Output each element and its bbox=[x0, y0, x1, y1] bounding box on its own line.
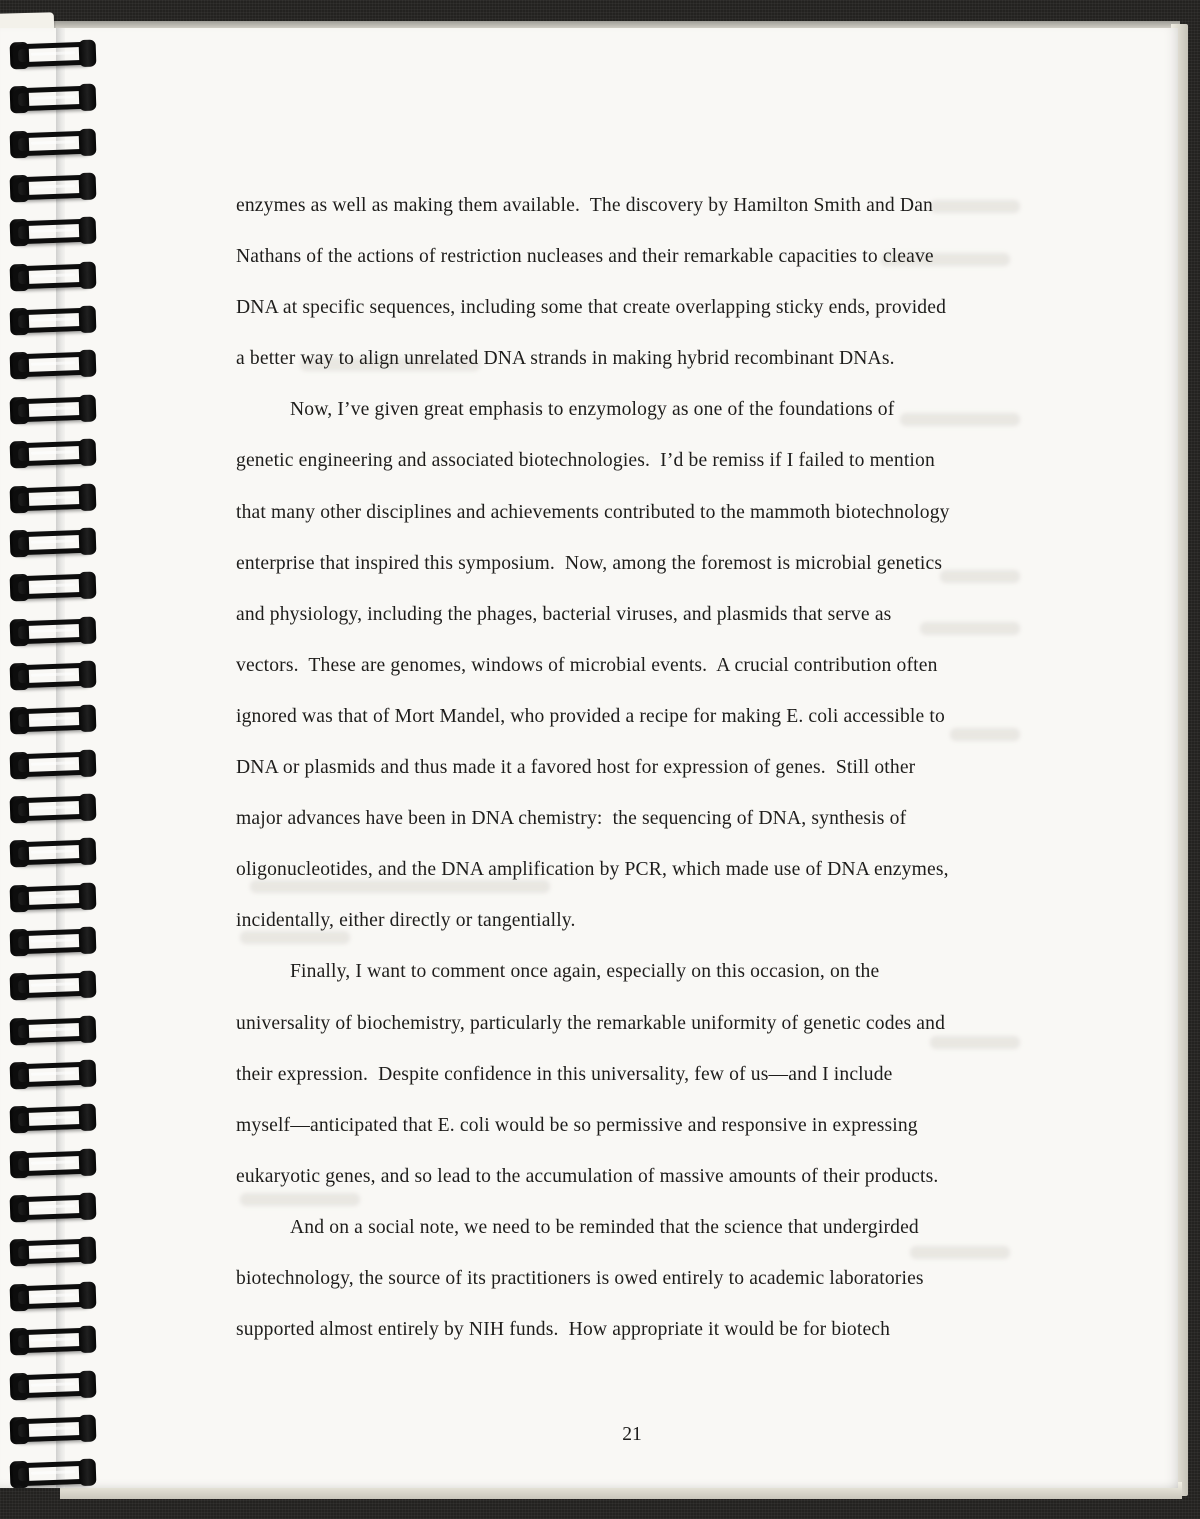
text-line: supported almost entirely by NIH funds. How appropriate it would be for biotech bbox=[236, 1319, 891, 1341]
text-line: incidentally, either directly or tangentially. bbox=[236, 910, 576, 932]
text-line: biotechnology, the source of its practitioners is owed entirely to academic laboratories bbox=[236, 1267, 924, 1289]
binding-coil bbox=[13, 840, 94, 866]
text-lines bbox=[236, 194, 1036, 1369]
text-line: eukaryotic genes, and so lead to the accumulation of massive amounts of their products. bbox=[236, 1165, 939, 1187]
text-line: And on a social note, we need to be reminded that the science that undergirded bbox=[290, 1216, 919, 1238]
scanned-page bbox=[0, 28, 1178, 1488]
binding-coil bbox=[13, 485, 94, 511]
text-line: that many other disciplines and achievements contributed to the mammoth biotechnology bbox=[236, 501, 950, 523]
binding-coil bbox=[13, 1372, 94, 1398]
text-line: enterprise that inspired this symposium. Now, among the foremost is microbial genetics bbox=[236, 552, 943, 574]
binding-coil bbox=[13, 441, 94, 467]
text-line: their expression. Despite confidence in this universality, few of us—and I include bbox=[236, 1063, 893, 1085]
text-line: enzymes as well as making them available. The discovery by Hamilton Smith and Dan bbox=[236, 195, 934, 216]
binding-coil bbox=[13, 1283, 94, 1309]
text-line: major advances have been in DNA chemistry: the sequencing of DNA, synthesis of bbox=[236, 808, 907, 830]
binding-coil bbox=[13, 1150, 94, 1176]
binding-coil bbox=[13, 796, 94, 822]
binding-coil bbox=[13, 663, 94, 689]
binding-coil bbox=[13, 263, 94, 289]
binding-coil bbox=[13, 219, 94, 245]
binding-coil bbox=[13, 1416, 94, 1442]
binding-coil bbox=[13, 1017, 94, 1043]
binding-coil bbox=[13, 574, 94, 600]
text-line: ignored was that of Mort Mandel, who provided a recipe for making E. coli accessible to bbox=[236, 705, 945, 727]
binding-coil bbox=[13, 396, 94, 422]
binding-coil bbox=[13, 884, 94, 910]
binding-coil bbox=[13, 1328, 94, 1354]
text-line: genetic engineering and associated biotechnologies. I’d be remiss if I failed to mention bbox=[236, 450, 935, 472]
binding-coil bbox=[13, 1239, 94, 1265]
binding-coil bbox=[13, 929, 94, 955]
text-line: Now, I’ve given great emphasis to enzymology as one of the foundations of bbox=[290, 399, 895, 421]
binding-coil bbox=[13, 130, 94, 156]
binding-coil bbox=[13, 1106, 94, 1132]
spiral-binding bbox=[0, 0, 120, 1519]
binding-coil bbox=[13, 751, 94, 777]
binding-coil bbox=[13, 973, 94, 999]
text-line: DNA or plasmids and thus made it a favored host for expression of genes. Still other bbox=[236, 757, 916, 779]
binding-coil bbox=[13, 1062, 94, 1088]
text-line: vectors. These are genomes, windows of microbial events. A crucial contribution often bbox=[236, 654, 938, 676]
text-line: universality of biochemistry, particularly the remarkable uniformity of genetic codes and bbox=[236, 1012, 946, 1034]
text-line: DNA at specific sequences, including some that create overlapping sticky ends, provided bbox=[236, 297, 947, 319]
binding-coil bbox=[13, 352, 94, 378]
binding-coil bbox=[13, 618, 94, 644]
page-number: 21 bbox=[622, 1424, 642, 1445]
text-line: a better way to align unrelated DNA strands in making hybrid recombinant DNAs. bbox=[236, 348, 895, 370]
text-line: and physiology, including the phages, bacterial viruses, and plasmids that serve as bbox=[236, 603, 892, 625]
binding-coil bbox=[13, 1195, 94, 1221]
binding-coil bbox=[13, 707, 94, 733]
binding-coil bbox=[13, 308, 94, 334]
binding-coil bbox=[13, 86, 94, 112]
binding-coil bbox=[13, 529, 94, 555]
binding-coil bbox=[13, 175, 94, 201]
binding-coil bbox=[13, 1461, 94, 1487]
text-line: myself—anticipated that E. coli would be so permissive and responsive in expressing bbox=[236, 1114, 918, 1136]
text-line: Nathans of the actions of restriction nucleases and their remarkable capacities to cleave bbox=[236, 246, 934, 268]
text-line: Finally, I want to comment once again, especially on this occasion, on the bbox=[290, 961, 880, 983]
binding-coil bbox=[13, 42, 94, 68]
text-line: oligonucleotides, and the DNA amplification by PCR, which made use of DNA enzymes, bbox=[236, 859, 949, 881]
